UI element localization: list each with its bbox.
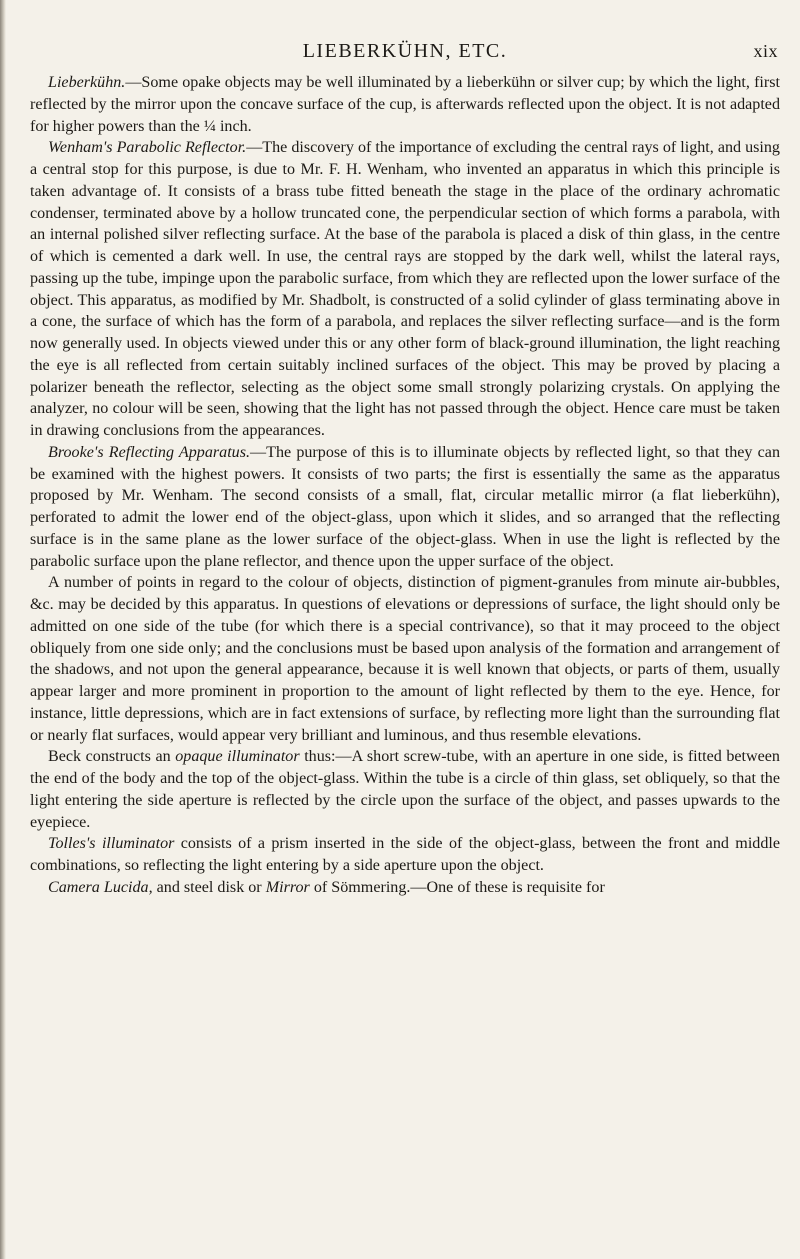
paragraph-text: thus:—A short screw-tube, with an aperture in one side, is fitted between the end of the body and the top of the object-glass. Within the tube is a circle of thin glass, set obliquely, so that the light entering the side aperture is reflected by the circle upon the surface of the object, and passes upwards to the eyepiece.: [30, 748, 780, 831]
body-text: [30, 72, 780, 899]
paragraph-emphasis: Mirror: [265, 878, 310, 896]
paragraph-heading: Tolles's illuminator: [48, 835, 175, 853]
book-page: [30, 40, 780, 899]
paragraph-text: consists of a prism inserted in the side of the object-glass, between the front and middle combinations, so reflecting the light entering by a side aperture upon the object.: [30, 835, 780, 874]
page-header: [30, 40, 780, 72]
paragraph-text: —The purpose of this is to illuminate objects by reflected light, so that they can be examined with the highest powers. It consists of two parts; the first is essentially the same as the apparatus proposed by Mr. Wenham. The second consists of a small, flat, circular metallic mirror (a flat lieberkühn), perforated to admit the lower end of the object-glass, upon which it slides, and so arranged that the reflecting surface is in the same plane as the lower surface of the object-glass. When in use the light is reflected by the parabolic surface upon the plane reflector, and thence upon the upper surface of the object.: [30, 443, 780, 570]
paragraph-text: of Sömmering.—One of these is requisite for: [309, 878, 605, 896]
paragraph-text: —Some opake objects may be well illuminated by a lieberkühn or silver cup; by which the light, first reflected by the mirror upon the concave surface of the cup, is afterwards reflected upon the object. It is not adapted for higher powers than the ¼ inch.: [30, 74, 780, 135]
paragraph-colour-of-objects: [30, 572, 780, 746]
paragraph-emphasis: opaque illuminator: [175, 748, 300, 766]
binding-gutter: [0, 0, 6, 1259]
paragraph-text-pre: Beck constructs an: [48, 748, 176, 766]
paragraph-camera-lucida: [30, 877, 780, 899]
running-head: LIEBERKÜHN, ETC.: [302, 40, 508, 62]
paragraph-brooke-apparatus: [30, 442, 780, 573]
paragraph-text-pre: and steel disk or: [152, 878, 266, 896]
paragraph-heading: Camera Lucida,: [48, 878, 153, 896]
paragraph-beck-illuminator: [30, 746, 780, 833]
paragraph-heading: Wenham's Parabolic Reflector.: [48, 139, 247, 157]
page-number: xix: [753, 41, 778, 61]
paragraph-heading: Lieberkühn.: [48, 74, 126, 91]
paragraph-wenham-reflector: [30, 137, 780, 442]
paragraph-text: —The discovery of the importance of excluding the central rays of light, and using a central stop for this purpose, is due to Mr. F. H. Wenham, who invented an apparatus in which this principle is taken advantage of. It consists of a brass tube fitted beneath the stage in the place of the ordinary achromatic condenser, terminated above by a hollow truncated cone, the perpendicular section of which forms a parabola, with an internal polished silver reflecting surface. At the base of the parabola is placed a disk of thin glass, in the centre of which is cemented a dark well. In use, the central rays are stopped by the dark well, whilst the lateral rays, passing up the tube, impinge upon the parabolic surface, from which they are reflected upon the lower surface of the object. This apparatus, as modified by Mr. Shadbolt, is constructed of a solid cylinder of glass terminating above in a cone, the surface of which has the form of a parabola, and replaces the silver reflecting surface—and is the form now generally used. In objects viewed under this or any other form of black-ground illumination, the light reaching the eye is all reflected from certain suitably inclined surfaces of the object. This may be proved by placing a polarizer beneath the reflector, selecting as the object some small strongly polarizing crystals. On applying the analyzer, no colour will be seen, showing that the light has not passed through the object. Hence care must be taken in drawing conclusions from the appearances.: [30, 139, 780, 439]
paragraph-heading: Brooke's Reflecting Apparatus.: [48, 443, 251, 461]
paragraph-lieberkuhn: [30, 72, 780, 137]
paragraph-text: A number of points in regard to the colour of objects, distinction of pigment-granules from minute air-bubbles, &c. may be decided by this apparatus. In questions of elevations or depressions of surface, the light should only be admitted on one side of the tube (for which there is a special contrivance), so that it may proceed to the object obliquely from one side only; and the conclusions must be based upon analysis of the formation and arrangement of the shadows, and not upon the general appearance, because it is well known that objects, or parts of them, usually appear larger and more prominent in proportion to the amount of light reflected by them to the eye. Hence, for instance, little depressions, which are in fact extensions of surface, by reflecting more light than the surrounding flat or nearly flat surfaces, would appear very brilliant and luminous, and thus resemble elevations.: [30, 574, 780, 744]
paragraph-tolles-illuminator: [30, 833, 780, 877]
